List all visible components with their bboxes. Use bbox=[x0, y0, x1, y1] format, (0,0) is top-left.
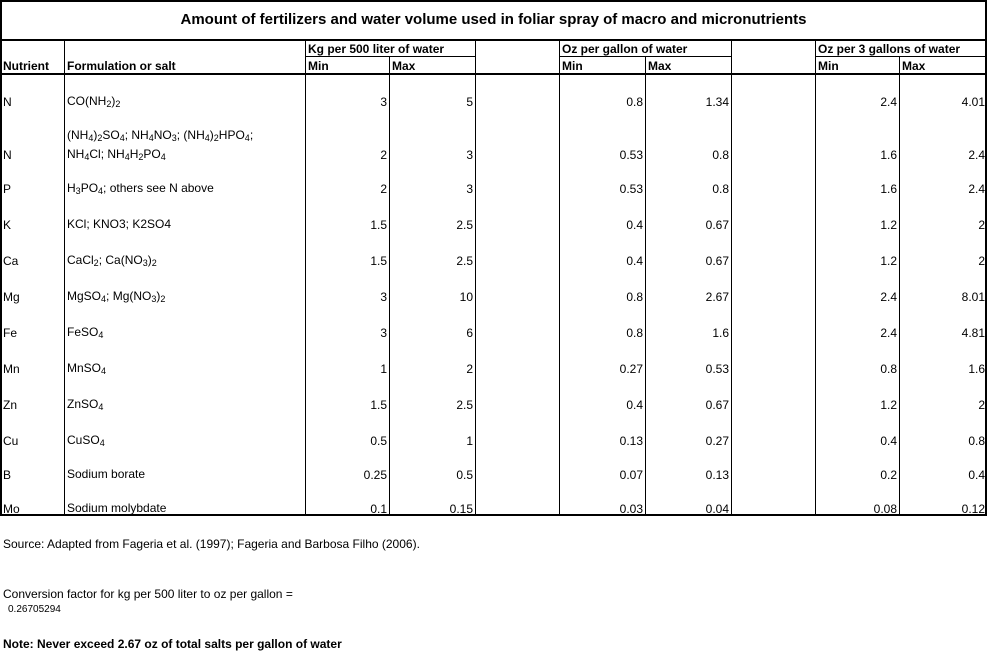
value-cell: 2.4 bbox=[968, 148, 985, 162]
value-cell: 1.2 bbox=[880, 218, 897, 232]
source-note: Source: Adapted from Fageria et al. (1997); Fageria and Barbosa Filho (2006). bbox=[3, 537, 420, 551]
value-cell: 0.4 bbox=[626, 254, 643, 268]
header-bottom-line bbox=[0, 73, 987, 75]
value-cell: 0.07 bbox=[619, 468, 643, 482]
nutrient-cell: Cu bbox=[3, 434, 19, 448]
value-cell: 1 bbox=[380, 362, 387, 376]
value-cell: 0.67 bbox=[705, 218, 729, 232]
header-kg-per-500-liter: Kg per 500 liter of water bbox=[308, 42, 445, 56]
nutrient-cell: N bbox=[3, 148, 12, 162]
warning-note: Note: Never exceed 2.67 oz of total salts per gallon of water bbox=[3, 637, 342, 651]
value-cell: 2 bbox=[978, 398, 985, 412]
value-cell: 1.5 bbox=[370, 398, 387, 412]
value-cell: 2 bbox=[380, 148, 387, 162]
value-cell: 2.67 bbox=[705, 290, 729, 304]
value-cell: 0.4 bbox=[626, 218, 643, 232]
table-title: Amount of fertilizers and water volume used in foliar spray of macro and micronutrients bbox=[0, 0, 987, 41]
value-cell: 1 bbox=[466, 434, 473, 448]
value-cell: 1.34 bbox=[705, 95, 729, 109]
formulation-cell: ZnSO$_4$ bbox=[67, 397, 104, 412]
group-underline bbox=[305, 56, 475, 57]
header-formulation: Formulation or salt bbox=[67, 59, 176, 73]
value-cell: 0.04 bbox=[705, 502, 729, 516]
header-oz-per-3-gallons: Oz per 3 gallons of water bbox=[818, 42, 961, 56]
value-cell: 1.6 bbox=[712, 326, 729, 340]
value-cell: 2.5 bbox=[456, 398, 473, 412]
value-cell: 0.13 bbox=[619, 434, 643, 448]
value-cell: 0.67 bbox=[705, 398, 729, 412]
value-cell: 2.4 bbox=[880, 326, 897, 340]
header-nutrient: Nutrient bbox=[3, 59, 49, 73]
group-underline bbox=[815, 56, 987, 57]
value-cell: 0.27 bbox=[705, 434, 729, 448]
value-cell: 0.8 bbox=[626, 95, 643, 109]
value-cell: 4.81 bbox=[961, 326, 985, 340]
value-cell: 3 bbox=[466, 182, 473, 196]
title-divider bbox=[0, 39, 987, 41]
value-cell: 1.5 bbox=[370, 218, 387, 232]
header-max: Max bbox=[902, 59, 926, 73]
value-cell: 0.8 bbox=[880, 362, 897, 376]
value-cell: 0.13 bbox=[705, 468, 729, 482]
nutrient-cell: B bbox=[3, 468, 12, 482]
header-min: Min bbox=[562, 59, 583, 73]
value-cell: 0.4 bbox=[626, 398, 643, 412]
value-cell: 0.5 bbox=[370, 434, 387, 448]
value-cell: 0.67 bbox=[705, 254, 729, 268]
value-cell: 2.4 bbox=[880, 290, 897, 304]
formulation-cell: MgSO$_4$; $Mg(NO_3)_2$ bbox=[67, 289, 166, 304]
formulation-cell: FeSO$_4$ bbox=[67, 325, 104, 340]
nutrient-cell: P bbox=[3, 182, 12, 196]
value-cell: 1.2 bbox=[880, 254, 897, 268]
nutrient-cell: Mo bbox=[3, 502, 20, 516]
formulation-cell: CuSO$_4$ bbox=[67, 433, 105, 448]
value-cell: 0.8 bbox=[626, 326, 643, 340]
formulation-cell: $H_3PO_4$; others see N above bbox=[67, 181, 214, 196]
value-cell: 2 bbox=[978, 218, 985, 232]
value-cell: 1.6 bbox=[968, 362, 985, 376]
value-cell: 1.6 bbox=[880, 148, 897, 162]
value-cell: 4.01 bbox=[961, 95, 985, 109]
value-cell: 0.53 bbox=[705, 362, 729, 376]
formulation-cell: Sodium molybdate bbox=[67, 501, 167, 515]
value-cell: 8.01 bbox=[961, 290, 985, 304]
nutrient-cell: Zn bbox=[3, 398, 18, 412]
value-cell: 0.15 bbox=[449, 502, 473, 516]
header-min: Min bbox=[308, 59, 329, 73]
value-cell: 3 bbox=[380, 290, 387, 304]
value-cell: 6 bbox=[466, 326, 473, 340]
col-divider bbox=[64, 41, 65, 516]
value-cell: 0.8 bbox=[712, 182, 729, 196]
value-cell: 0.53 bbox=[619, 182, 643, 196]
value-cell: 0.8 bbox=[968, 434, 985, 448]
nutrient-cell: Mg bbox=[3, 290, 20, 304]
nutrient-cell: N bbox=[3, 95, 12, 109]
col-divider bbox=[475, 41, 476, 516]
value-cell: 0.4 bbox=[968, 468, 985, 482]
formulation-cell: $NH_4Cl$; $NH_4H_2PO_4$ bbox=[67, 147, 166, 162]
value-cell: 0.25 bbox=[363, 468, 387, 482]
conversion-label: Conversion factor for kg per 500 liter to oz per gallon = bbox=[3, 587, 293, 601]
nutrient-cell: Fe bbox=[3, 326, 18, 340]
value-cell: 2 bbox=[978, 254, 985, 268]
value-cell: 0.4 bbox=[880, 434, 897, 448]
col-divider bbox=[731, 41, 732, 516]
nutrient-cell: Ca bbox=[3, 254, 19, 268]
value-cell: 1.6 bbox=[880, 182, 897, 196]
header-max: Max bbox=[648, 59, 672, 73]
value-cell: 2.5 bbox=[456, 254, 473, 268]
value-cell: 0.03 bbox=[619, 502, 643, 516]
value-cell: 0.08 bbox=[873, 502, 897, 516]
header-min: Min bbox=[818, 59, 839, 73]
value-cell: 0.8 bbox=[712, 148, 729, 162]
header-max: Max bbox=[392, 59, 416, 73]
header-oz-per-gallon: Oz per gallon of water bbox=[562, 42, 688, 56]
formulation-cell: $(NH_4)_2SO_4$; $NH_4NO_3$; $(NH_4)_2HPO_4$; bbox=[67, 128, 254, 143]
nutrient-cell: Mn bbox=[3, 362, 20, 376]
value-cell: 0.53 bbox=[619, 148, 643, 162]
value-cell: 0.27 bbox=[619, 362, 643, 376]
value-cell: 0.2 bbox=[880, 468, 897, 482]
formulation-cell: $CO(NH_2)_2$ bbox=[67, 94, 121, 109]
formulation-cell: KCl; KNO3; K2SO4 bbox=[67, 217, 172, 231]
formulation-cell: MnSO$_4$ bbox=[67, 361, 107, 376]
group-underline bbox=[559, 56, 731, 57]
value-cell: 2.5 bbox=[456, 218, 473, 232]
conversion-value: 0.26705294 bbox=[8, 604, 61, 615]
value-cell: 2.4 bbox=[880, 95, 897, 109]
formulation-cell: Sodium borate bbox=[67, 467, 146, 481]
value-cell: 3 bbox=[466, 148, 473, 162]
nutrient-cell: K bbox=[3, 218, 12, 232]
value-cell: 1.2 bbox=[880, 398, 897, 412]
value-cell: 1.5 bbox=[370, 254, 387, 268]
value-cell: 5 bbox=[466, 95, 473, 109]
value-cell: 2 bbox=[380, 182, 387, 196]
value-cell: 0.8 bbox=[626, 290, 643, 304]
value-cell: 3 bbox=[380, 95, 387, 109]
value-cell: 0.1 bbox=[370, 502, 387, 516]
value-cell: 3 bbox=[380, 326, 387, 340]
value-cell: 0.12 bbox=[961, 502, 985, 516]
value-cell: 10 bbox=[459, 290, 473, 304]
formulation-cell: CaCl$_2$; $Ca(NO_3)_2$ bbox=[67, 253, 157, 268]
value-cell: 2.4 bbox=[968, 182, 985, 196]
value-cell: 0.5 bbox=[456, 468, 473, 482]
value-cell: 2 bbox=[466, 362, 473, 376]
